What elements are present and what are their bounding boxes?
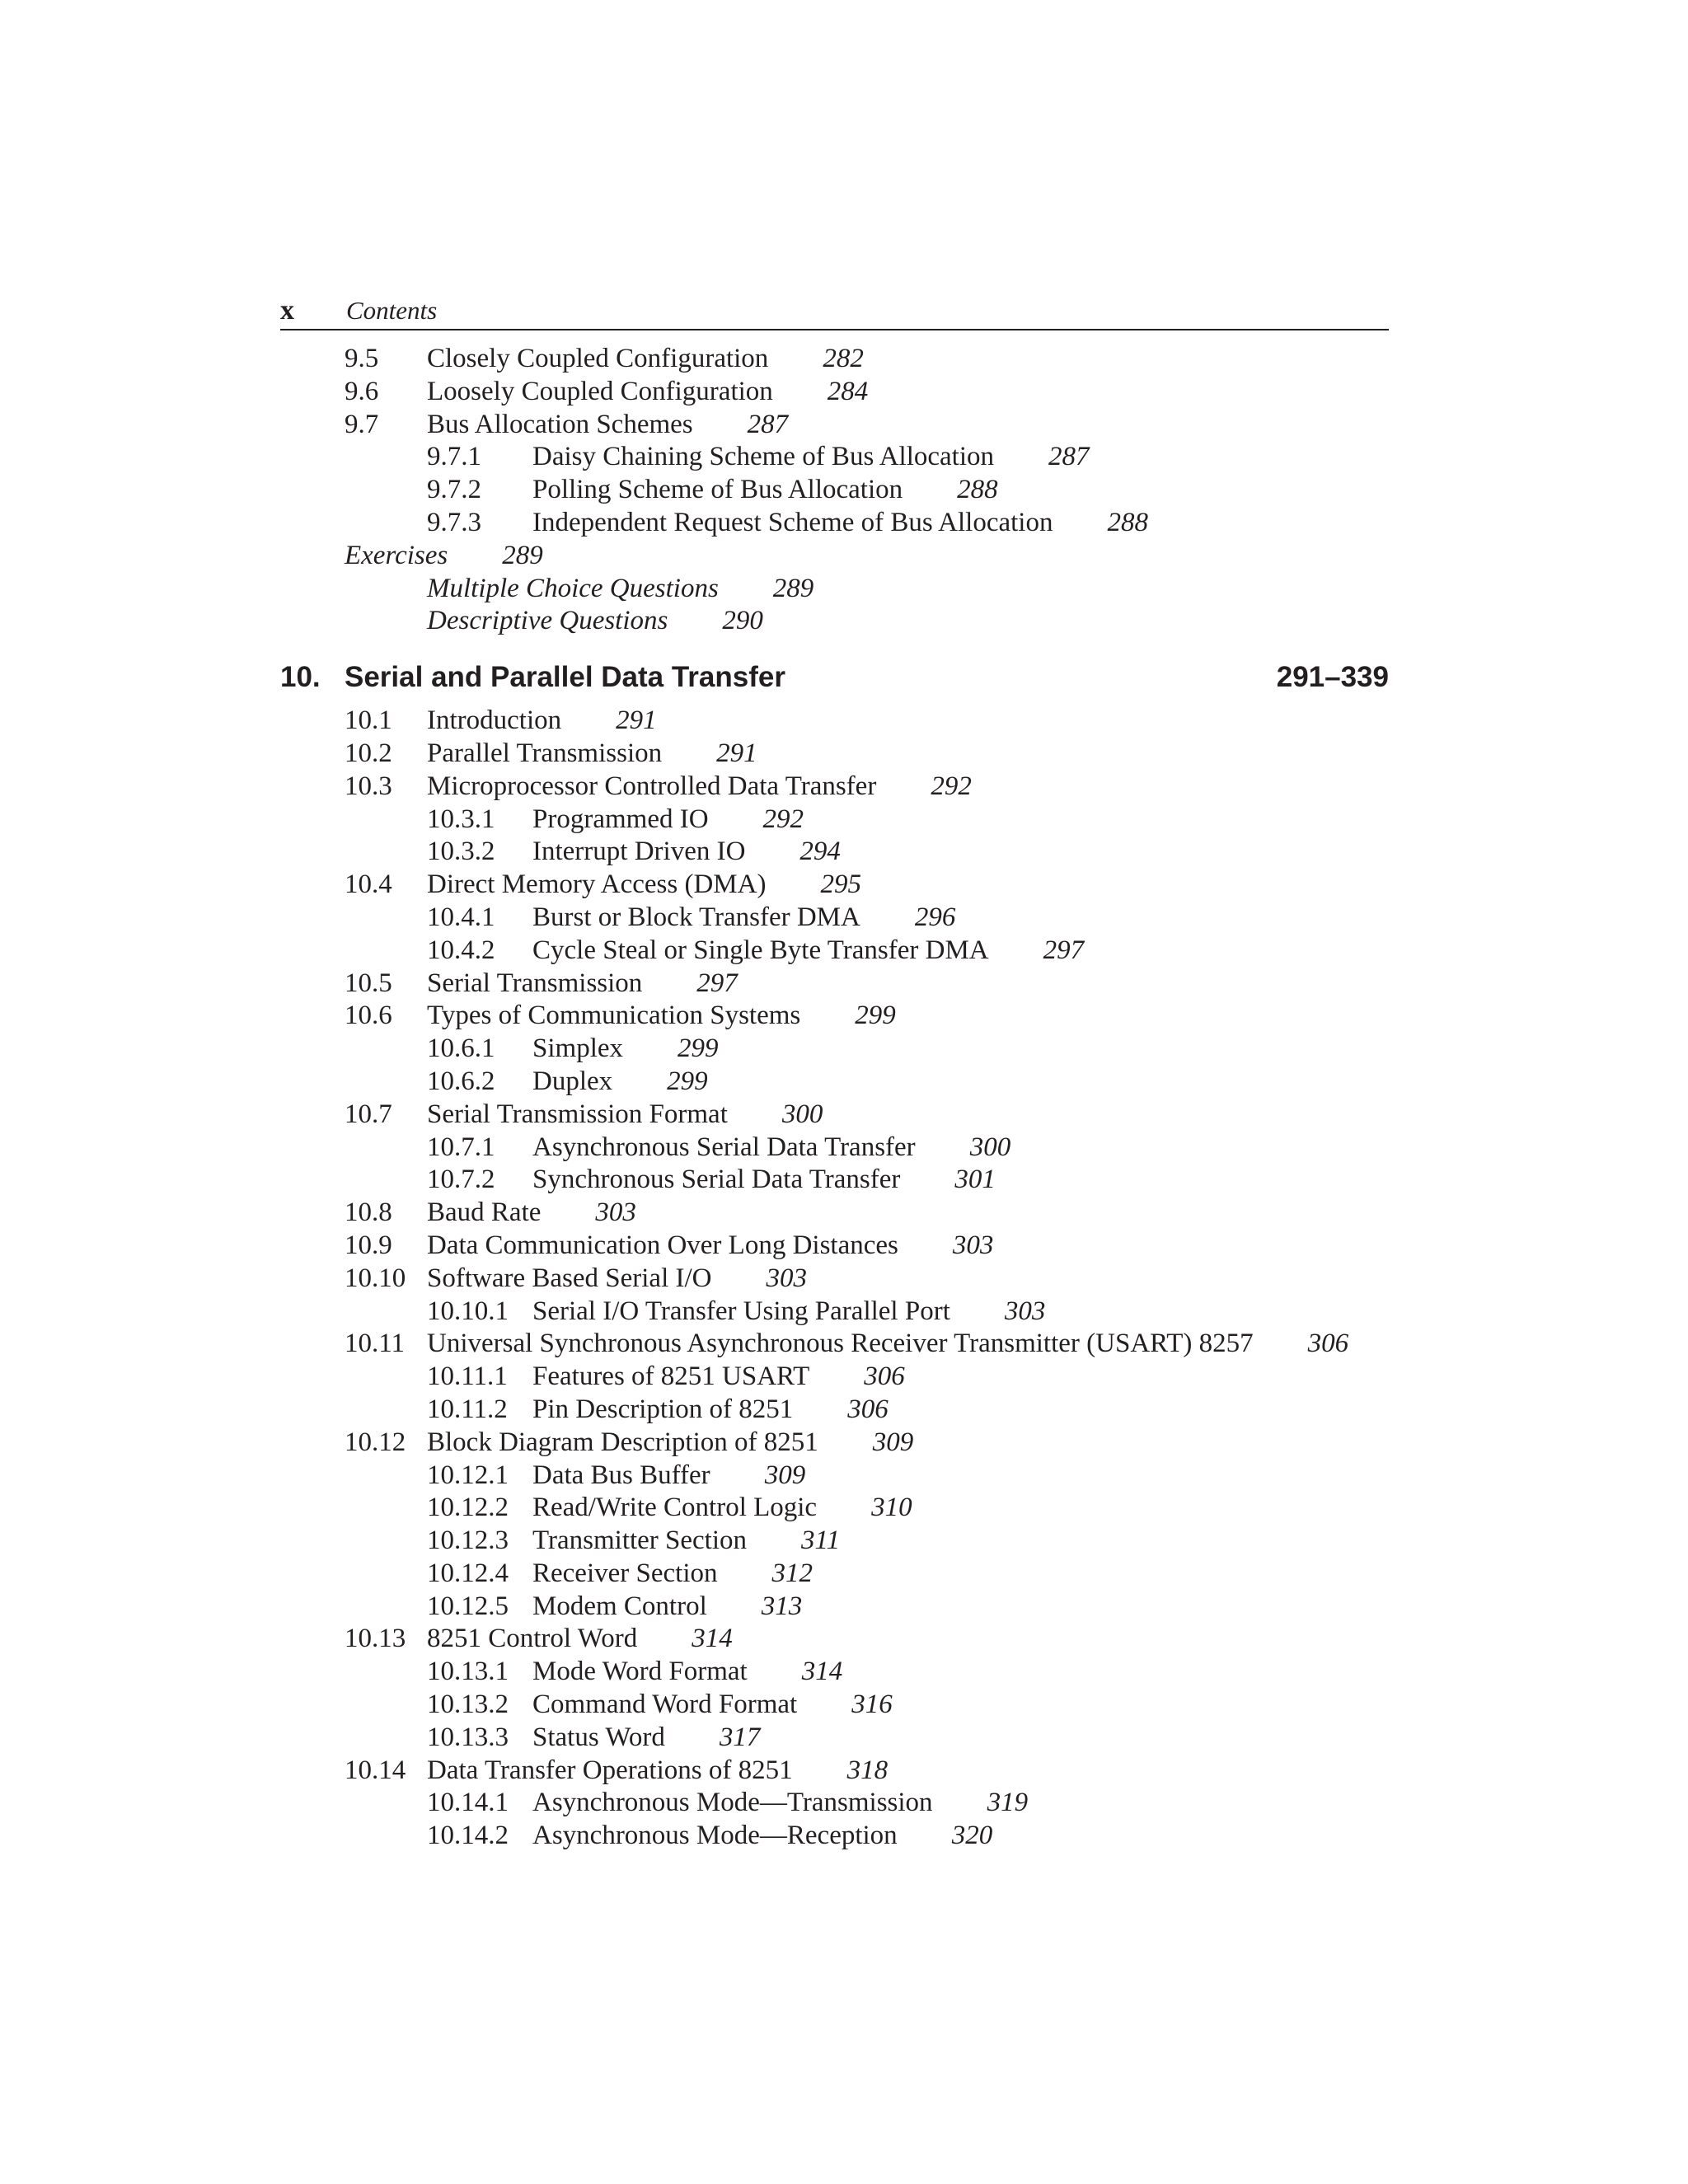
entry-page-number: 303 [952, 1230, 994, 1260]
entry-number: 10.12.5 [427, 1591, 509, 1621]
entry-number: 10.3 [345, 771, 392, 801]
entry-title: Bus Allocation Schemes [427, 409, 693, 439]
entry-title: Features of 8251 USART [532, 1361, 810, 1392]
entry-number: 10.6 [345, 1001, 392, 1031]
entry-page-number: 303 [766, 1263, 807, 1293]
entry-page-number: 295 [820, 869, 861, 900]
entry-page-number: 299 [678, 1033, 719, 1064]
toc-section-entry[interactable] [280, 1000, 1389, 1033]
toc-section-entry[interactable] [280, 738, 1389, 771]
chapter-number: 10. [280, 661, 321, 694]
entry-number: 10.4.2 [427, 935, 495, 965]
entry-page-number: 314 [801, 1657, 843, 1687]
entry-title: Direct Memory Access (DMA) [427, 869, 767, 900]
entry-number: 10.11.1 [427, 1361, 508, 1392]
toc-section-entry[interactable] [280, 1099, 1389, 1132]
entry-title: Asynchronous Mode—Transmission [532, 1788, 933, 1818]
entry-page-number: 301 [954, 1165, 996, 1195]
entry-title: Data Bus Buffer [532, 1460, 710, 1490]
entry-page-number: 316 [851, 1690, 893, 1720]
toc-subsection-entry[interactable] [280, 1132, 1389, 1165]
entry-page-number: 292 [931, 771, 972, 801]
toc-section-entry[interactable] [280, 771, 1389, 804]
entry-title: Serial Transmission [427, 968, 643, 998]
toc-section-entry[interactable] [280, 1623, 1389, 1656]
entry-title: Data Transfer Operations of 8251 [427, 1755, 793, 1785]
toc-subsection-entry[interactable] [280, 1033, 1389, 1066]
toc-subsection-entry[interactable] [280, 804, 1389, 837]
entry-title: Simplex [532, 1033, 624, 1064]
entry-title: Serial Transmission Format [427, 1099, 728, 1129]
entry-page-number: 287 [747, 409, 789, 439]
running-head [280, 293, 1389, 330]
entry-title: Daisy Chaining Scheme of Bus Allocation [532, 442, 995, 472]
entry-page-number: 306 [1307, 1329, 1349, 1359]
entry-title: Status Word [532, 1722, 665, 1752]
entry-title: Synchronous Serial Data Transfer [532, 1165, 901, 1195]
entry-page-number: 291 [716, 738, 757, 768]
entry-number: 9.7 [345, 409, 379, 439]
entry-title: Closely Coupled Configuration [427, 344, 769, 373]
entry-title: 8251 Control Word [427, 1624, 638, 1654]
entry-title: Independent Request Scheme of Bus Allocation [532, 507, 1053, 537]
entry-number: 10.5 [345, 968, 392, 998]
entry-title: Interrupt Driven IO [532, 837, 746, 867]
entry-page-number: 297 [696, 968, 738, 998]
entry-page-number: 306 [847, 1394, 889, 1424]
entry-title: Baud Rate [427, 1197, 542, 1228]
chapter-title: Serial and Parallel Data Transfer [345, 661, 785, 694]
entry-number: 10.11 [345, 1329, 406, 1359]
entry-page-number: 297 [1043, 935, 1085, 965]
entry-number: 10.6.2 [427, 1066, 495, 1096]
entry-number: 10.13.2 [427, 1690, 509, 1720]
entry-number: 10.13 [345, 1624, 406, 1654]
toc-section-entry[interactable] [280, 1230, 1389, 1263]
entry-number: 10.7 [345, 1099, 392, 1129]
entry-page-number: 319 [987, 1788, 1029, 1818]
toc-subsection-entry[interactable] [280, 1558, 1389, 1591]
entry-title: Introduction [427, 705, 562, 736]
toc-subsection-entry[interactable] [280, 935, 1389, 968]
toc-section-entry[interactable] [280, 869, 1389, 902]
toc-subsection-entry[interactable] [280, 1296, 1389, 1329]
running-head-title: Contents [346, 296, 438, 325]
toc-previous-chapter [280, 343, 1389, 638]
contents-page [280, 293, 1389, 1853]
entry-title: Mode Word Format [532, 1657, 748, 1687]
entry-title: Programmed IO [532, 804, 709, 834]
entry-number: 10.4.1 [427, 902, 495, 932]
entry-number: 10.14.1 [427, 1788, 509, 1818]
entry-title: Asynchronous Mode—Reception [532, 1821, 898, 1851]
entry-number: 10.2 [345, 738, 392, 768]
entry-page-number: 282 [823, 344, 864, 373]
toc-subsection-entry[interactable] [280, 836, 1389, 869]
entry-title: Cycle Steal or Single Byte Transfer DMA [532, 935, 989, 965]
toc-section-entry[interactable] [280, 376, 1389, 409]
toc-subsection-entry[interactable] [280, 441, 1389, 474]
toc-subsection-entry[interactable] [280, 1722, 1389, 1755]
chapter-heading[interactable] [280, 659, 1389, 696]
entry-number: 10.7.2 [427, 1165, 495, 1195]
toc-subsection-entry[interactable] [280, 1361, 1389, 1394]
toc-subsection-entry[interactable] [280, 474, 1389, 507]
entry-page-number: 320 [951, 1821, 993, 1851]
entry-title: Software Based Serial I/O [427, 1263, 712, 1293]
entry-number: 9.5 [345, 344, 379, 373]
entry-page-number: 300 [969, 1132, 1011, 1162]
toc-subsection-entry[interactable] [280, 902, 1389, 935]
entry-title: Exercises [345, 540, 448, 570]
entry-page-number: 300 [781, 1099, 823, 1129]
entry-page-number: 314 [692, 1624, 733, 1654]
toc-subsection-entry[interactable] [280, 1394, 1389, 1427]
entry-title: Parallel Transmission [427, 738, 663, 768]
entry-number: 10.10 [345, 1263, 406, 1293]
entry-page-number: 318 [846, 1755, 889, 1785]
toc-subsection-entry[interactable] [280, 1787, 1389, 1820]
entry-title: Pin Description of 8251 [532, 1394, 794, 1424]
entry-title: Polling Scheme of Bus Allocation [532, 475, 903, 505]
toc-subsection-entry[interactable] [280, 1689, 1389, 1722]
toc-section-entry[interactable] [280, 409, 1389, 442]
entry-number: 10.11.2 [427, 1394, 508, 1424]
toc-subsection-entry[interactable] [280, 1066, 1389, 1099]
entry-number: 10.6.1 [427, 1033, 495, 1064]
entry-title: Burst or Block Transfer DMA [532, 902, 860, 932]
entry-title: Loosely Coupled Configuration [427, 376, 773, 406]
entry-page-number: 289 [772, 573, 814, 603]
entry-title: Microprocessor Controlled Data Transfer [427, 771, 877, 801]
entry-page-number: 303 [1004, 1296, 1046, 1326]
toc-subsection-entry[interactable] [280, 1820, 1389, 1853]
entry-page-number: 287 [1048, 442, 1090, 472]
entry-title: Block Diagram Description of 8251 [427, 1427, 818, 1457]
entry-title: Multiple Choice Questions [427, 573, 719, 603]
entry-title: Serial I/O Transfer Using Parallel Port [532, 1296, 950, 1326]
toc-section-entry[interactable] [280, 1755, 1389, 1788]
toc-subsection-entry[interactable] [280, 1492, 1389, 1525]
entry-number: 10.3.1 [427, 804, 495, 834]
entry-title: Data Communication Over Long Distances [427, 1230, 898, 1260]
toc-subsection-entry[interactable] [280, 1656, 1389, 1689]
page-folio: x [280, 295, 294, 326]
toc-subsection-entry[interactable] [280, 1164, 1389, 1197]
entry-number: 10.13.1 [427, 1657, 509, 1687]
entry-number: 9.7.2 [427, 475, 481, 505]
entry-page-number: 296 [914, 902, 956, 932]
entry-page-number: 313 [761, 1591, 803, 1621]
entry-page-number: 306 [864, 1361, 905, 1392]
entry-number: 10.12.1 [427, 1460, 509, 1490]
entry-page-number: 289 [502, 540, 543, 570]
entry-number: 10.14 [345, 1755, 406, 1785]
entry-number: 10.8 [345, 1197, 392, 1228]
entry-page-number: 303 [595, 1197, 636, 1228]
toc-section-entry[interactable] [280, 1197, 1389, 1230]
entry-number: 10.10.1 [427, 1296, 509, 1326]
entry-number: 10.12.2 [427, 1493, 509, 1523]
entry-number: 10.4 [345, 869, 392, 900]
toc-subsection-entry[interactable] [280, 573, 1389, 606]
entry-number: 9.6 [345, 376, 379, 406]
toc-section-entry[interactable] [280, 343, 1389, 376]
entry-title: Command Word Format [532, 1690, 798, 1720]
entry-page-number: 299 [855, 1001, 896, 1031]
entry-number: 9.7.1 [427, 442, 481, 472]
entry-title: Types of Communication Systems [427, 1001, 801, 1031]
entry-page-number: 290 [722, 606, 763, 636]
toc-subsection-entry[interactable] [280, 507, 1389, 540]
toc-section-entry[interactable] [280, 1427, 1389, 1460]
entry-page-number: 312 [771, 1558, 813, 1588]
entry-page-number: 311 [801, 1526, 841, 1556]
entry-page-number: 317 [719, 1722, 761, 1752]
entry-page-number: 310 [871, 1493, 912, 1523]
entry-number: 10.14.2 [427, 1821, 509, 1851]
chapter-page-range: 291–339 [1276, 661, 1389, 694]
entry-page-number: 288 [1107, 507, 1148, 537]
entry-number: 10.12 [345, 1427, 406, 1457]
toc-subsection-entry[interactable] [280, 1525, 1389, 1558]
entry-number: 10.12.4 [427, 1558, 509, 1588]
entry-title: Asynchronous Serial Data Transfer [532, 1132, 916, 1162]
toc-subsection-entry[interactable] [280, 605, 1389, 638]
toc-section-entry[interactable] [280, 968, 1389, 1001]
toc-subsection-entry[interactable] [280, 1460, 1389, 1493]
entry-number: 10.13.3 [427, 1722, 509, 1752]
entry-page-number: 299 [667, 1066, 708, 1096]
entry-page-number: 309 [872, 1427, 914, 1457]
entry-number: 10.1 [345, 705, 392, 736]
entry-number: 9.7.3 [427, 507, 481, 537]
entry-number: 10.3.2 [427, 837, 495, 867]
entry-number: 10.12.3 [427, 1526, 509, 1556]
entry-title: Read/Write Control Logic [532, 1493, 818, 1523]
entry-title: Modem Control [532, 1591, 707, 1621]
toc-chapter-entries [280, 705, 1389, 1853]
entry-page-number: 294 [799, 837, 841, 867]
entry-title: Transmitter Section [532, 1526, 748, 1556]
entry-number: 10.9 [345, 1230, 392, 1260]
entry-title: Duplex [532, 1066, 613, 1096]
entry-page-number: 284 [827, 376, 869, 406]
entry-title: Receiver Section [532, 1558, 718, 1588]
entry-title: Universal Synchronous Asynchronous Receiver Transmitter (USART) 8257 [427, 1329, 1254, 1359]
entry-page-number: 288 [957, 475, 998, 505]
toc-section-entry[interactable] [280, 540, 1389, 573]
toc-section-entry[interactable] [280, 705, 1389, 738]
entry-title: Descriptive Questions [427, 606, 668, 636]
toc-section-entry[interactable] [280, 1328, 1389, 1361]
toc-subsection-entry[interactable] [280, 1591, 1389, 1624]
entry-page-number: 309 [764, 1460, 806, 1490]
entry-page-number: 291 [616, 705, 657, 736]
entry-page-number: 292 [762, 804, 804, 834]
entry-number: 10.7.1 [427, 1132, 495, 1162]
toc-section-entry[interactable] [280, 1263, 1389, 1296]
